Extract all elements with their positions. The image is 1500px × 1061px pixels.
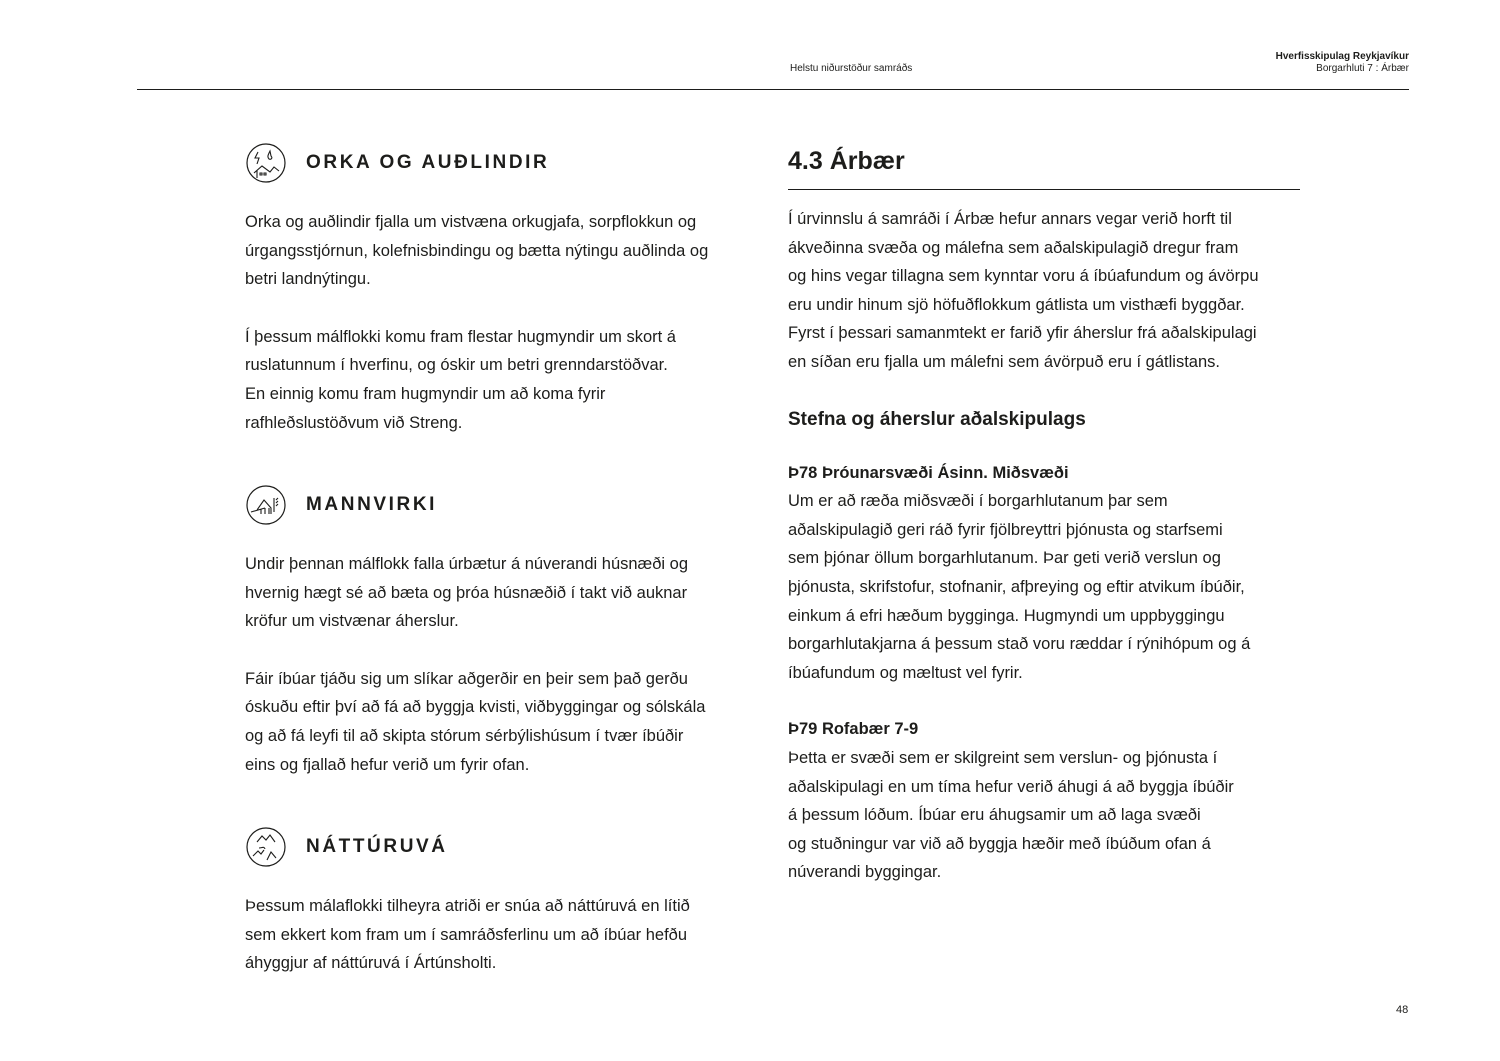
- text-line: Um er að ræða miðsvæði í borgarhlutanum þar sem: [788, 492, 1168, 511]
- text-line: Í úrvinnslu á samráði í Árbæ hefur annars vegar verið horft til: [788, 210, 1232, 228]
- topic-section: [245, 483, 705, 779]
- nature-icon: [245, 826, 287, 868]
- text-line: áhyggjur af náttúruvá í Ártúnsholti.: [245, 954, 497, 973]
- text-line: einkum á efri hæðum bygginga. Hugmyndi um uppbyggingu: [788, 606, 1225, 625]
- text-line: sem þjónar öllum borgarhlutanum. Þar geti verið verslun og: [788, 549, 1221, 568]
- plan-item: [788, 715, 1300, 887]
- text-line: sem ekkert kom fram um í samráðsferlinu um að íbúar hefðu: [245, 925, 688, 944]
- plan-item-title: Þ78 Þróunarsvæði Ásinn. Miðsvæði: [788, 463, 1069, 482]
- plan-item: [788, 459, 1300, 688]
- text-line: íbúafundum og mæltust vel fyrir.: [788, 663, 1023, 682]
- text-line: núverandi byggingar.: [788, 863, 942, 882]
- topic-paragraph: [245, 323, 708, 437]
- topic-title: ORKA OG AUÐLINDIR: [306, 152, 550, 173]
- text-line: Í þessum málflokki komu fram flestar hugmyndir um skort á: [245, 327, 676, 346]
- text-line: og stuðningur var við að byggja hæðir með íbúðum ofan á: [788, 834, 1211, 853]
- running-header: [1276, 51, 1409, 75]
- text-line: borgarhlutakjarna á þessum stað voru ræddar í rýnihópum og á: [788, 635, 1251, 654]
- text-line: og að fá leyfi til að skipta stórum sérbýlishúsum í tvær íbúðir: [245, 726, 684, 745]
- topic-section: [245, 141, 708, 437]
- text-line: ákveðinna svæða og málefna sem aðalskipulagið dregur fram: [788, 238, 1239, 257]
- text-line: aðalskipulagi en um tíma hefur verið áhugi á að byggja íbúðir: [788, 777, 1234, 796]
- header-title: Hverfisskipulag Reykjavíkur: [1275, 51, 1409, 62]
- text-line: óskuðu eftir því að fá að byggja kvisti, viðbyggingar og sólskála: [245, 698, 706, 717]
- energy-resources-icon: [245, 142, 287, 184]
- topic-paragraph: [245, 665, 705, 779]
- text-line: Þessum málaflokki tilheyra atriði er snúa að náttúruvá en lítið: [245, 897, 690, 915]
- topic-paragraph: [245, 550, 705, 636]
- topic-title: MANNVIRKI: [306, 494, 438, 515]
- right-column: [788, 140, 1300, 887]
- text-line: á þessum lóðum. Íbúar eru áhugsamir um að laga svæði: [788, 806, 1201, 825]
- text-line: Orka og auðlindir fjalla um vistvæna orkugjafa, sorpflokkun og: [245, 213, 697, 231]
- text-line: eru undir hinum sjö höfuðflokkum gátlista um visthæfi byggðar.: [788, 295, 1245, 314]
- buildings-icon: [245, 484, 287, 526]
- text-line: betri landnýtingu.: [245, 270, 371, 289]
- text-line: og hins vegar tillagna sem kynntar voru á íbúafundum og ávörpu: [788, 267, 1259, 286]
- header-subtitle: Borgarhluti 7 : Árbær: [1316, 63, 1409, 74]
- text-line: eins og fjallað hefur verið um fyrir ofan.: [245, 755, 530, 774]
- topic-paragraph: [245, 892, 690, 978]
- text-line: Fáir íbúar tjáðu sig um slíkar aðgerðir en þeir sem það gerðu: [245, 669, 688, 688]
- text-line: ruslatunnum í hverfinu, og óskir um betri grenndarstöðvar.: [245, 356, 668, 375]
- page-number: 48: [1396, 1004, 1409, 1016]
- intro-paragraph: [788, 205, 1300, 377]
- text-line: Undir þennan málflokk falla úrbætur á núverandi húsnæði og: [245, 555, 689, 573]
- topic-section: [245, 825, 690, 978]
- text-line: Þetta er svæði sem er skilgreint sem verslun- og þjónusta í: [788, 748, 1218, 767]
- plan-item-title: Þ79 Rofabær 7-9: [788, 720, 919, 739]
- header-divider: [137, 89, 1409, 90]
- text-line: en síðan eru fjalla um málefni sem ávörpuð eru í gátlistans.: [788, 352, 1220, 371]
- text-line: rafhleðslustöðvum við Streng.: [245, 413, 463, 432]
- subsection-title: Stefna og áherslur aðalskipulags: [788, 408, 1086, 430]
- text-line: úrgangsstjórnun, kolefnisbindingu og bætta nýtingu auðlinda og: [245, 241, 709, 260]
- text-line: kröfur um vistvænar áherslur.: [245, 612, 459, 631]
- text-line: Fyrst í þessari samanmtekt er farið yfir áherslur frá aðalskipulagi: [788, 324, 1257, 343]
- text-line: hvernig hægt sé að bæta og þróa húsnæðið í takt við auknar: [245, 583, 688, 602]
- title-divider: [788, 189, 1300, 190]
- text-line: aðalskipulagið geri ráð fyrir fjölbreyttri þjónusta og starfsemi: [788, 520, 1223, 539]
- running-header-section: Helstu niðurstöður samráðs: [790, 63, 913, 74]
- text-line: þjónusta, skrifstofur, stofnanir, afþreying og eftir atvikum íbúðir,: [788, 577, 1245, 596]
- topic-title: NÁTTÚRUVÁ: [306, 836, 448, 857]
- text-line: En einnig komu fram hugmyndir um að koma fyrir: [245, 384, 606, 403]
- topic-paragraph: [245, 208, 708, 294]
- section-title: 4.3 Árbær: [788, 147, 905, 175]
